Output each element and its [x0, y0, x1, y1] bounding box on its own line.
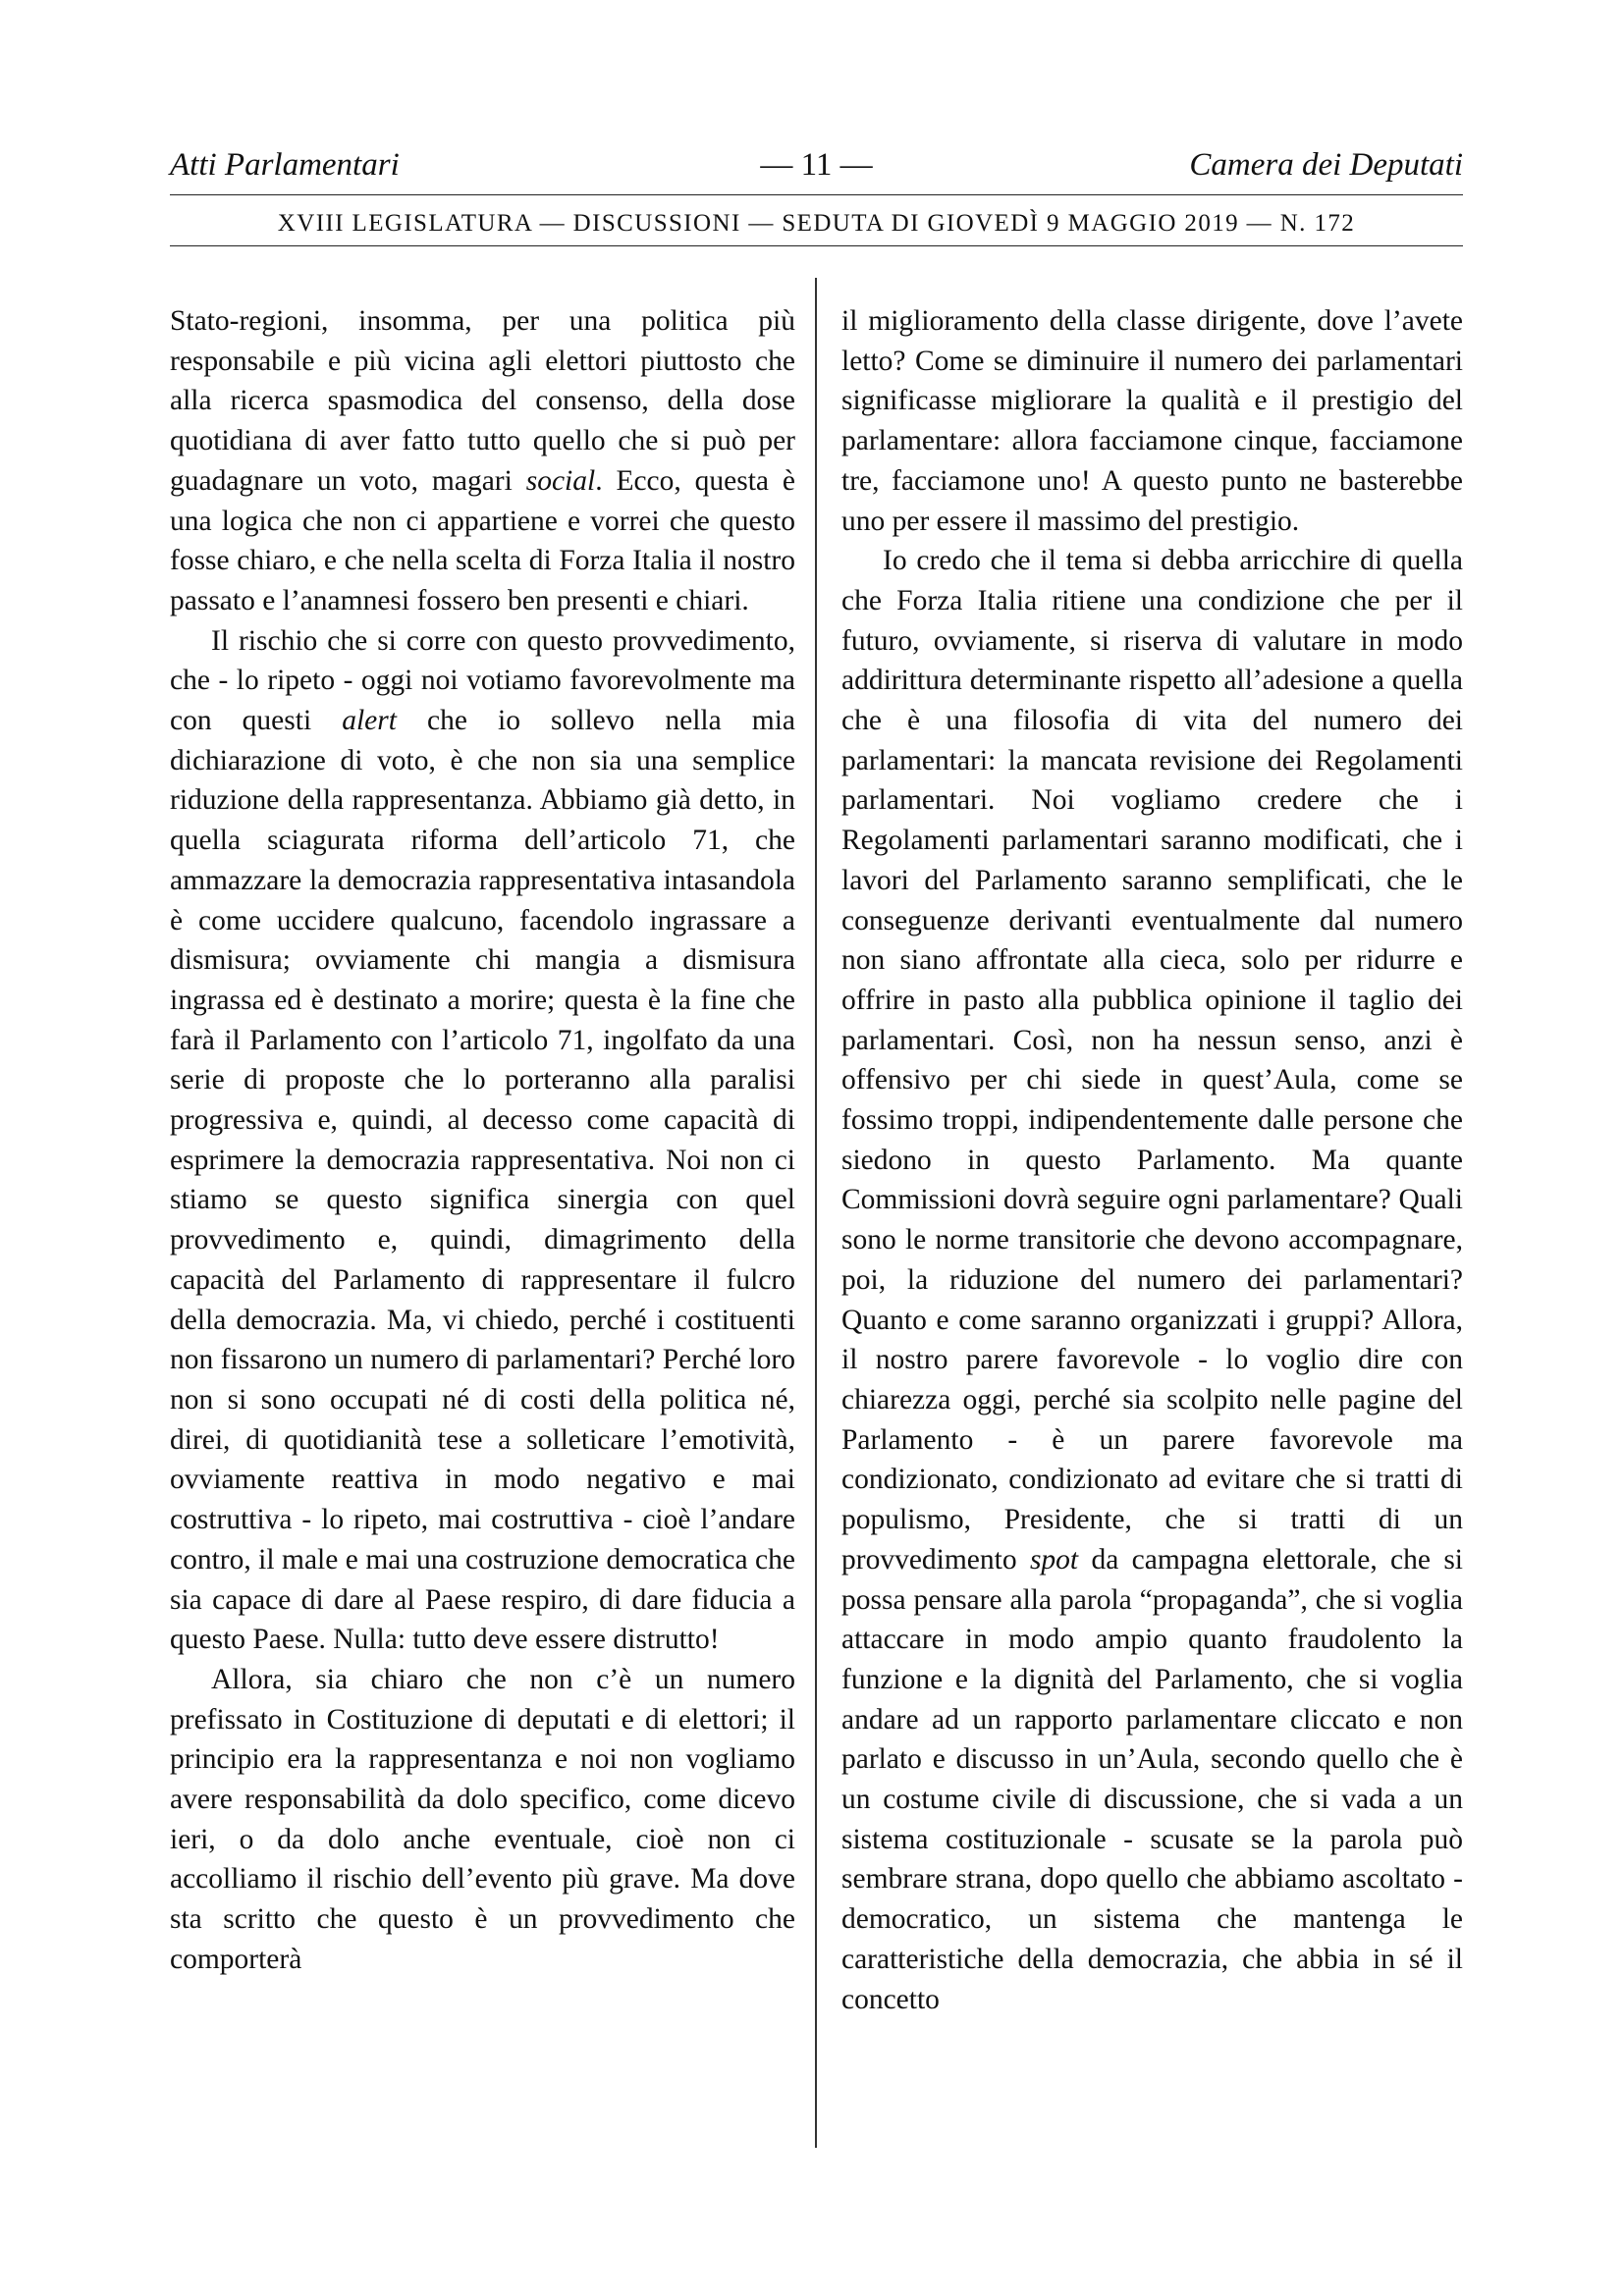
- paragraph: [170, 621, 795, 1660]
- paragraph-text: Stato-regioni, insomma, per una politica più responsabile e più vicina agli elettori piuttosto che alla ricerca spasmodica del consenso, della dose quotidiana di aver fatto tutto quello che si può per guadagnare un voto, magari: [170, 305, 795, 497]
- paragraph: [170, 1660, 795, 1980]
- paragraph-text: Il rischio che si corre con questo provvedimento, che - lo ripeto - oggi noi votiamo favorevolmente ma con questi: [170, 624, 795, 737]
- paragraph-text: . Ecco, questa è una logica che non ci appartiene e vorrei che questo fosse chiaro, e che nella scelta di Forza Italia il nostro passato e l’anamnesi fossero ben presenti e chiari.: [170, 464, 796, 616]
- paragraph-text: da campagna elettorale, che si possa pensare alla parola “propaganda”, che si voglia attaccare in modo ampio quanto fraudolento la funzione e la dignità del Parlamento, che si voglia andare ad un rapporto parlamentare cliccato e non parlato e discusso in un’Aula, secondo quello che è un costume civile di discussione, che si vada a un sistema costituzionale - scusate se la parola può sembrare strana, dopo quello che abbiamo ascoltato - democratico, un sistema che mantenga le caratteristiche della democrazia, che abbia in sé il concetto: [841, 1543, 1463, 2015]
- paragraph-text: il miglioramento della classe dirigente, dove l’avete letto? Come se diminuire il numero dei parlamentari significasse migliorare la qualità e il prestigio del parlamentare: allora facciamone cinque, facciamone tre, facciamone uno! A questo punto ne basterebbe uno per essere il massimo del prestigio.: [841, 305, 1463, 537]
- header-rule-bottom: [170, 245, 1463, 246]
- session-subheader: XVIII LEGISLATURA — DISCUSSIONI — SEDUTA DI GIOVEDÌ 9 MAGGIO 2019 — N. 172: [277, 210, 1356, 237]
- paragraph-text: Allora, sia chiaro che non c’è un numero prefissato in Costituzione di deputati e di elettori; il principio era la rappresentanza e noi non vogliamo avere responsabilità da dolo specifico, come dicevo ieri, o da dolo anche eventuale, cioè non ci accolliamo il rischio dell’evento più grave. Ma dove sta scritto che questo è un provvedimento che comporterà: [170, 1663, 795, 1975]
- right-text-column: [841, 301, 1463, 2019]
- left-text-column: [170, 301, 795, 1980]
- page-number: — 11 —: [760, 147, 873, 183]
- chamber-name: Camera dei Deputati: [1189, 147, 1463, 183]
- paragraph: [170, 301, 795, 621]
- header-rule-top: [170, 194, 1463, 195]
- page-header: [170, 147, 1463, 190]
- paragraph-text: che io sollevo nella mia dichiarazione di voto, è che non sia una semplice riduzione della rappresentanza. Abbiamo già detto, in quella sciagurata riforma dell’articolo 71, che ammazzare la democrazia rappresentativa intasandola è come uccidere qualcuno, facendolo ingrassare a dismisura; ovviamente chi mangia a dismisura ingrassa ed è destinato a morire; questa è la fine che farà il Parlamento con l’articolo 71, ingolfato da una serie di proposte che lo porteranno alla paralisi progressiva e, quindi, al decesso come capacità di esprimere la democrazia rappresentativa. Noi non ci stiamo se questo significa sinergia con quel provvedimento e, quindi, dimagrimento della capacità del Parlamento di rappresentare il fulcro della democrazia. Ma, vi chiedo, perché i costituenti non fissarono un numero di parlamentari? Perché loro non si sono occupati né di costi della politica né, direi, di quotidianità tese a solleticare l’emotività, ovviamente reattiva in modo negativo e mai costruttiva - lo ripeto, mai costruttiva - cioè l’andare contro, il male e mai una costruzione democratica che sia capace di dare al Paese respiro, di dare fiducia a questo Paese. Nulla: tutto deve essere distrutto!: [170, 705, 795, 1656]
- paragraph: [841, 541, 1463, 2019]
- publication-title: Atti Parlamentari: [170, 147, 400, 183]
- paragraph-text: Io credo che il tema si debba arricchire di quella che Forza Italia ritiene una condizione che per il futuro, ovviamente, si riserva di valutare in modo addirittura determinante rispetto all’adesione a quella che è una filosofia di vita del numero dei parlamentari: la mancata revisione dei Regolamenti parlamentari. Noi vogliamo credere che i Regolamenti parlamentari saranno modificati, che i lavori del Parlamento saranno semplificati, che le conseguenze derivanti eventualmente dal numero non siano affrontate alla cieca, solo per ridurre e offrire in pasto alla pubblica opinione il taglio dei parlamentari. Così, non ha nessun senso, anzi è offensivo per chi siede in quest’Aula, come se fossimo troppi, indipendentemente dalle persone che siedono in questo Parlamento. Ma quante Commissioni dovrà seguire ogni parlamentare? Quali sono le norme transitorie che devono accompagnare, poi, la riduzione del numero dei parlamentari? Quanto e come saranno organizzati i gruppi? Allora, il nostro parere favorevole - lo voglio dire con chiarezza oggi, perché sia scolpito nelle pagine del Parlamento - è un parere favorevole ma condizionato, condizionato ad evitare che si tratti di populismo, Presidente, che si tratti di un provvedimento: [841, 545, 1463, 1575]
- column-divider: [815, 278, 817, 2148]
- italic-term: alert: [342, 705, 397, 737]
- paragraph: [841, 301, 1463, 541]
- italic-term: spot: [1029, 1543, 1079, 1575]
- italic-term: social: [525, 464, 596, 497]
